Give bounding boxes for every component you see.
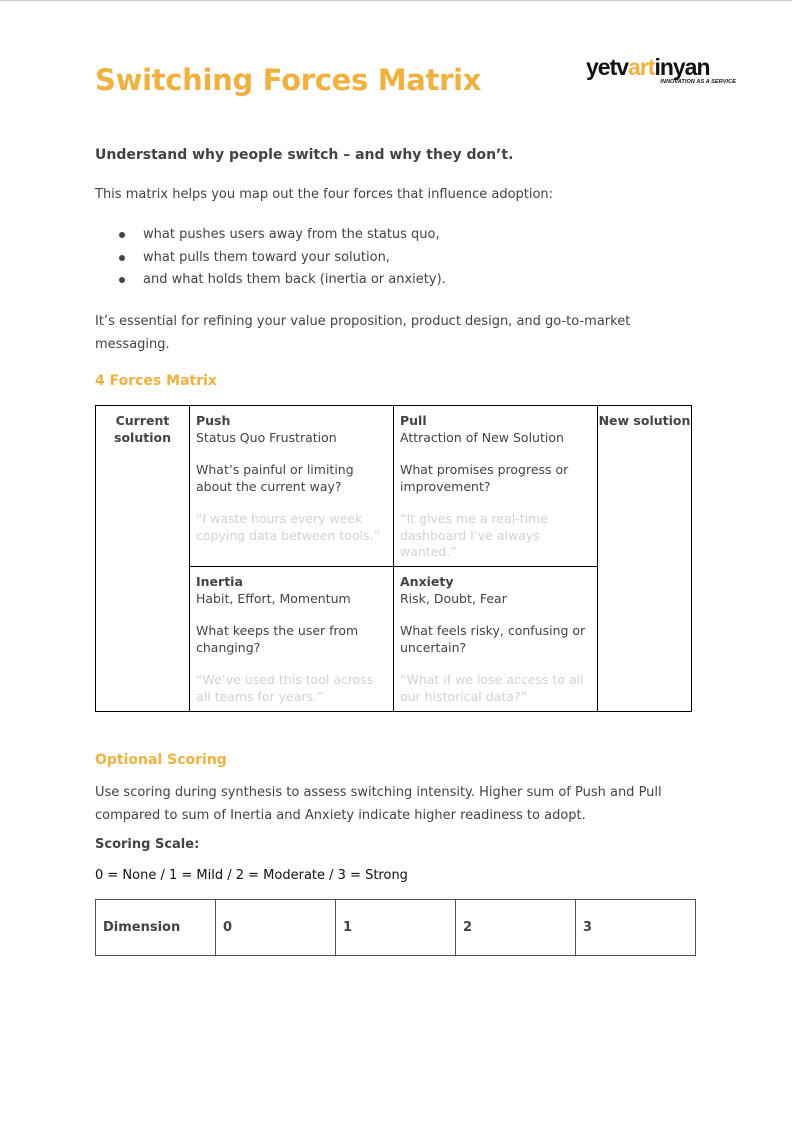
matrix-heading: 4 Forces Matrix bbox=[95, 373, 217, 389]
logo-tagline: INNOVATION AS A SERVICE bbox=[660, 79, 736, 85]
bullet-text: and what holds them back (inertia or anxiety). bbox=[143, 272, 446, 287]
bullet-icon bbox=[119, 277, 125, 283]
table-header-cell: 2 bbox=[456, 900, 576, 956]
scoring-description: Use scoring during synthesis to assess switching intensity. Higher sum of Push and Pull compared to sum of Inertia and Anxiety indicate higher readiness to adopt. bbox=[95, 785, 662, 823]
bullet-icon bbox=[119, 232, 125, 238]
push-cell bbox=[190, 406, 394, 567]
bullet-text: what pulls them toward your solution, bbox=[143, 249, 390, 265]
bullet-text: what pushes users away from the status quo, bbox=[143, 227, 440, 242]
force-name: Push bbox=[196, 413, 231, 428]
force-example: “What if we lose access to all our historical data?” bbox=[400, 672, 584, 704]
force-subtitle: Status Quo Frustration bbox=[196, 429, 337, 445]
force-question: What keeps the user from changing? bbox=[196, 623, 359, 655]
bullet-item bbox=[119, 249, 446, 272]
logo-wordmark bbox=[586, 55, 742, 79]
new-solution-label: New solution bbox=[598, 413, 691, 428]
essential-paragraph: It’s essential for refining your value proposition, product design, and go-to-market messaging. bbox=[95, 314, 631, 352]
logo-accent: art bbox=[628, 54, 655, 80]
scoring-heading: Optional Scoring bbox=[95, 752, 227, 768]
forces-matrix-table bbox=[95, 405, 692, 712]
bullet-item bbox=[119, 226, 446, 249]
force-question: What promises progress or improvement? bbox=[400, 462, 569, 494]
table-header-cell: Dimension bbox=[96, 900, 216, 956]
scoring-scale-values: 0 = None / 1 = Mild / 2 = Moderate / 3 = Strong bbox=[95, 868, 408, 883]
forces-bullet-list bbox=[119, 226, 446, 294]
bullet-icon bbox=[119, 255, 125, 261]
page-title: Switching Forces Matrix bbox=[95, 63, 482, 97]
current-solution-cell bbox=[96, 406, 190, 712]
pull-cell bbox=[394, 406, 598, 567]
force-subtitle: Risk, Doubt, Fear bbox=[400, 590, 507, 606]
page-top-border bbox=[0, 0, 792, 1]
new-solution-cell bbox=[598, 406, 692, 712]
scoring-scale-label: Scoring Scale: bbox=[95, 837, 200, 852]
brand-logo bbox=[586, 55, 742, 85]
force-example: “It gives me a real-time dashboard I’ve always wanted.” bbox=[400, 511, 548, 559]
bullet-item bbox=[119, 271, 446, 294]
current-solution-label: Current solution bbox=[114, 413, 171, 445]
intro-paragraph: This matrix helps you map out the four forces that influence adoption: bbox=[95, 187, 554, 202]
table-row bbox=[96, 900, 696, 956]
force-example: “I waste hours every week copying data between tools.” bbox=[196, 511, 380, 543]
logo-prefix: yetv bbox=[586, 54, 629, 80]
force-subtitle: Attraction of New Solution bbox=[400, 429, 564, 445]
force-example: “We’ve used this tool across all teams for years.” bbox=[196, 672, 374, 704]
subtitle: Understand why people switch – and why they don’t. bbox=[95, 147, 514, 163]
logo-suffix: inyan bbox=[654, 54, 710, 80]
force-name: Anxiety bbox=[400, 574, 454, 589]
force-question: What feels risky, confusing or uncertain? bbox=[400, 623, 586, 655]
table-header-cell: 3 bbox=[576, 900, 696, 956]
force-name: Inertia bbox=[196, 574, 243, 589]
table-header-cell: 1 bbox=[336, 900, 456, 956]
force-name: Pull bbox=[400, 413, 427, 428]
force-subtitle: Habit, Effort, Momentum bbox=[196, 590, 351, 606]
table-header-cell: 0 bbox=[216, 900, 336, 956]
scoring-table bbox=[95, 899, 696, 956]
anxiety-cell bbox=[394, 567, 598, 712]
inertia-cell bbox=[190, 567, 394, 712]
force-question: What’s painful or limiting about the current way? bbox=[196, 462, 354, 494]
